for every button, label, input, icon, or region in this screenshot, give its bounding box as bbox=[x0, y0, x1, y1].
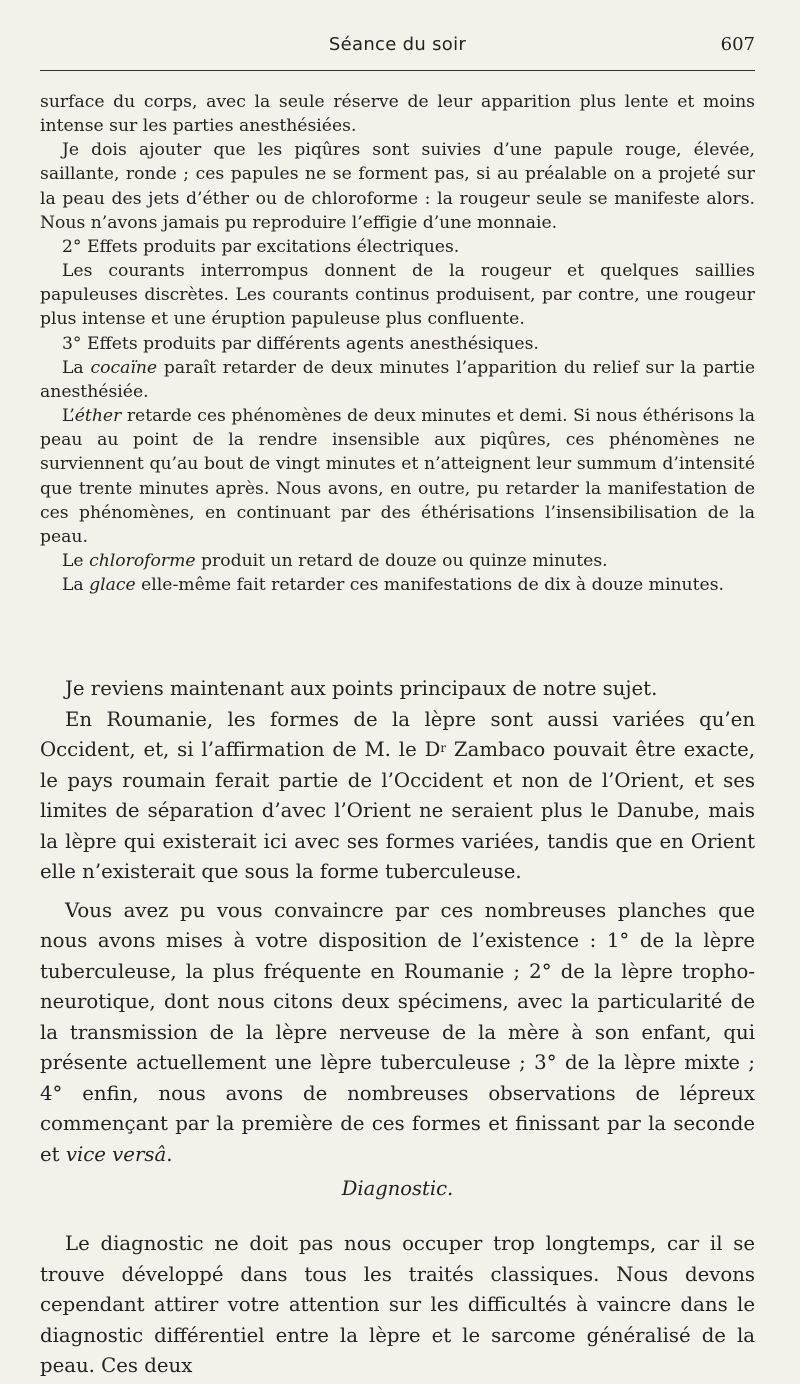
paragraph: Je dois ajouter que les piqûres sont suivies d’une papule rouge, élevée, saillante, ronde ; ces papules ne se forment pas, si au préalable on a projeté sur la peau des jets d’éther ou de chloroforme : la rougeur seule se manifeste alors. Nous n’avons jamais pu reproduire l’effigie d’une monnaie. bbox=[40, 140, 755, 233]
italic-term: chloroforme bbox=[89, 550, 196, 571]
page-number: 607 bbox=[720, 34, 755, 55]
paragraph: 2° Effets produits par excitations électriques. bbox=[62, 236, 460, 257]
running-header bbox=[40, 30, 755, 60]
text-run: En Roumanie, les formes de la lèpre sont aussi variées qu’en Occident, et, si l’affirmation de M. le D bbox=[40, 707, 755, 761]
small-print-section bbox=[40, 90, 755, 597]
paragraph: Le diagnostic ne doit pas nous occuper trop longtemps, car il se trouve développé dans tous les traités classiques. Nous devons cependant attirer votre attention sur les difficultés à vaincre dans le diagnostic différentiel entre la lèpre et le sarcome généralisé de la peau. Ces deux bbox=[40, 1232, 755, 1378]
paragraph bbox=[40, 896, 755, 1171]
paragraph bbox=[40, 573, 755, 597]
italic-term: éther bbox=[74, 406, 122, 427]
paragraph: 3° Effets produits par différents agents anesthésiques. bbox=[62, 333, 539, 354]
paragraph: Je reviens maintenant aux points principaux de notre sujet. bbox=[65, 677, 658, 700]
italic-term: cocaïne bbox=[90, 357, 158, 378]
paragraph: Les courants interrompus donnent de la rougeur et quelques saillies papuleuses discrètes. Les courants continus produisent, par contre, une rougeur plus intense et une éruption papuleuse plus confluente. bbox=[40, 261, 755, 330]
diagnostic-section bbox=[40, 1229, 755, 1382]
italic-term: vice versâ bbox=[65, 1142, 167, 1166]
text-run: paraît retarder de deux minutes l’apparition du relief sur la partie anesthésiée. bbox=[40, 357, 755, 402]
text-run: L’ bbox=[62, 406, 75, 427]
header-rule bbox=[40, 70, 755, 71]
text-run: Vous avez pu vous convaincre par ces nombreuses planches que nous avons mises à votre disposition de l’existence : 1° de la lèpre tuberculeuse, la plus fréquente en Roumanie ; 2° de la lèpre tropho-neurotique, dont nous citons deux spécimens, avec la particularité de la transmission de la lèpre nerveuse de la mère à son enfant, qui présente actuellement une lèpre tuberculeuse ; 3° de la lèpre mixte ; 4° enfin, nous avons de nombreuses observations de lépreux commençant par la première de ces formes et finissant par la seconde et bbox=[40, 898, 755, 1166]
paragraph-gap bbox=[40, 888, 755, 896]
text-run: La bbox=[62, 575, 90, 596]
italic-term: glace bbox=[89, 575, 136, 596]
text-run: Zambaco pouvait être exacte, le pays roumain ferait partie de l’Occident et non de l’Orient, et ses limites de séparation d’avec l’Orient ne seraient plus le Danube, mais la lèpre qui existerait ici avec ses formes variées, tandis que en Orient elle n’existerait que sous la forme tuberculeuse. bbox=[40, 738, 755, 883]
main-text-section bbox=[40, 674, 755, 1170]
text-run: La bbox=[62, 357, 91, 378]
paragraph bbox=[40, 356, 755, 404]
text-run: Le bbox=[62, 550, 90, 571]
text-run: elle-même fait retarder ces manifestations de dix à douze minutes. bbox=[135, 575, 724, 596]
running-title: Séance du soir bbox=[328, 34, 467, 55]
paragraph bbox=[40, 705, 755, 888]
text-run: retarde ces phénomènes de deux minutes et demi. Si nous éthérisons la peau au point de la rendre insensible aux piqûres, ces phénomènes ne surviennent qu’au bout de vingt minutes et n’atteignent leur summum d’intensité que trente minutes après. Nous avons, en outre, pu retarder la manifestation de ces phénomènes, en continuant par des éthérisations l’insensibilisation de la peau. bbox=[40, 406, 755, 547]
paragraph: surface du corps, avec la seule réserve de leur apparition plus lente et moins intense sur les parties anesthésiées. bbox=[40, 92, 755, 137]
text-run: produit un retard de douze ou quinze minutes. bbox=[195, 550, 608, 571]
paragraph bbox=[40, 404, 755, 549]
superscript: r bbox=[440, 741, 447, 755]
paragraph bbox=[40, 549, 755, 573]
text-run: . bbox=[166, 1142, 173, 1166]
section-heading: Diagnostic. bbox=[341, 1177, 454, 1200]
